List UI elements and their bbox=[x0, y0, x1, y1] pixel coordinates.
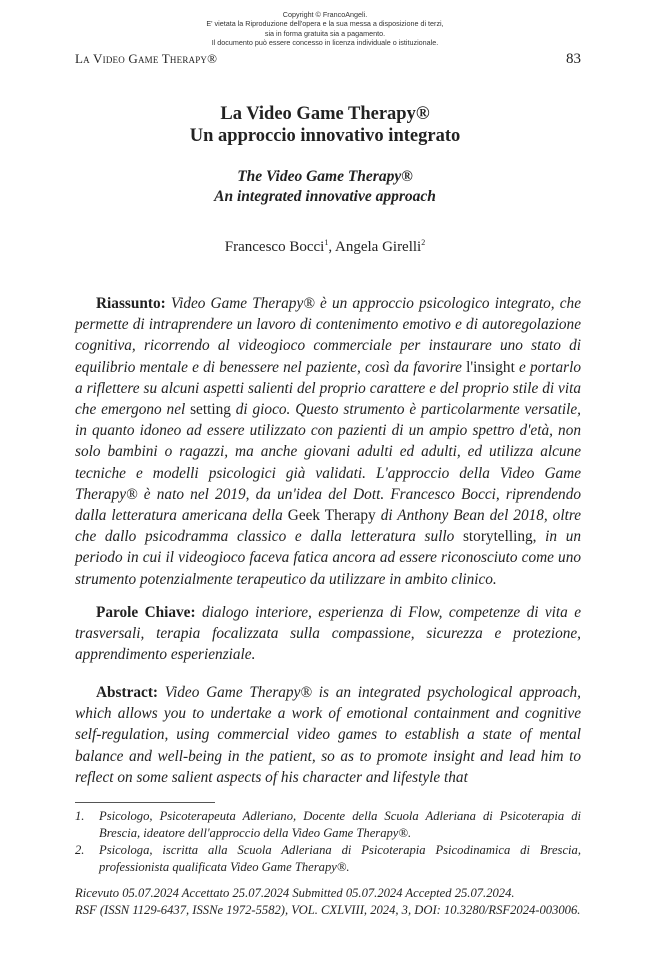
abstract-text: Video Game Therapy® is an integrated psychological approach, which allows you to undertake a work of emotional containment and cognitive self-regulation, using commercial video games to establish a state of mental balance and well-being in the patient, so as to promote insight and lead him to reflect on some salient aspects of his character and lifestyle that bbox=[75, 684, 581, 786]
keywords-label: Parole Chiave: bbox=[96, 604, 196, 621]
author-name: Angela Girelli bbox=[335, 239, 422, 255]
footnote-divider bbox=[75, 802, 215, 803]
author-separator: , bbox=[328, 239, 335, 255]
english-title bbox=[0, 167, 650, 207]
riassunto-text: di gioco. Questo strumento è particolarmente versatile, in quanto idoneo ad essere utilizzato con pazienti di un ampio spettro d'età, non solo bambini o ragazzi, ma anche giovani adulti ed adulti, ed utilizza alcune tecniche e modelli psicologici già validati. L'approccio della Video Game Therapy® è nato nel 2019, da un'idea del Dott. Francesco Bocci, riprendendo dalla letteratura americana della bbox=[75, 401, 581, 525]
journal-citation: RSF (ISSN 1129-6437, ISSNe 1972-5582), VOL. CXLVIII, 2024, 3, DOI: 10.3280/RSF2024-003006. bbox=[75, 903, 581, 917]
riassunto-text: in un periodo in cui il videogioco faceva fatica ancora ad essere riconosciuto come uno strumento potenzialmente terapeutico da utilizzare in ambito clinico. bbox=[75, 528, 582, 588]
running-title: La Video Game Therapy® bbox=[75, 51, 218, 66]
riassunto-text: di Anthony Bean del 2018, oltre che dallo psicodramma classico e dalla letteratura sullo bbox=[75, 507, 582, 546]
riassunto-term: Geek Therapy bbox=[287, 507, 376, 525]
footnote-text: Psicologo, Psicoterapeuta Adleriano, Docente della Scuola Adleriana di Psicoterapia di Brescia, ideatore dell'approccio della Video Game Therapy®. bbox=[99, 809, 581, 840]
author-affiliation-mark: 1 bbox=[324, 238, 329, 247]
article-title-line-2: Un approccio innovativo integrato bbox=[189, 126, 461, 146]
footnote-number: 1. bbox=[75, 809, 85, 823]
copyright-notice bbox=[0, 10, 650, 48]
abstract-paragraph bbox=[75, 682, 581, 788]
english-title-line-2: An integrated innovative approach bbox=[214, 188, 436, 205]
article-title: La Video Game Therapy® bbox=[220, 104, 430, 124]
copyright-line: E' vietata la Riproduzione dell'opera e la sua messa a disposizione di terzi, bbox=[206, 19, 444, 29]
riassunto-paragraph bbox=[75, 293, 581, 590]
footnote-number: 2. bbox=[75, 843, 85, 857]
copyright-line: Copyright © FrancoAngeli. bbox=[282, 10, 368, 19]
received-dates: Ricevuto 05.07.2024 Accettato 25.07.2024 Submitted 05.07.2024 Accepted 25.07.2024. bbox=[75, 886, 515, 900]
keywords-paragraph bbox=[75, 602, 581, 666]
copyright-line: sia in forma gratuita sia a pagamento. bbox=[264, 28, 386, 38]
riassunto-text: e portarlo a riflettere su alcuni aspetti salienti del proprio carattere e del proprio stile di vita che emergono nel bbox=[75, 358, 581, 419]
running-head bbox=[75, 51, 581, 68]
author-affiliation-mark: 2 bbox=[421, 238, 426, 247]
copyright-line: Il documento può essere concesso in licenza individuale o istituzionale. bbox=[211, 38, 439, 48]
abstract-label: Abstract: bbox=[96, 684, 159, 701]
page-number: 83 bbox=[566, 51, 581, 67]
author-list bbox=[0, 238, 650, 256]
riassunto-term: setting bbox=[190, 401, 231, 419]
riassunto-label: Riassunto: bbox=[96, 295, 166, 312]
submission-info bbox=[75, 885, 581, 919]
riassunto-text: Video Game Therapy® è un approccio psicologico integrato, che permette di intraprendere un lavoro di contenimento emotivo e di autoregolazione cognitiva, ricorrendo al videogioco commerciale per instaurare uno stato di equilibrio mentale e di benessere nel paziente, così da favorire bbox=[75, 295, 581, 376]
riassunto-term: l'insight bbox=[466, 358, 515, 376]
footnote-item bbox=[75, 842, 581, 876]
footnotes bbox=[75, 808, 581, 876]
footnote-item bbox=[75, 808, 581, 842]
title-block bbox=[0, 103, 650, 207]
footnote-text: Psicologa, iscritta alla Scuola Adleriana di Psicoterapia Psicodinamica di Brescia, professionista qualificata Video Game Therapy®. bbox=[99, 843, 581, 874]
keywords-text: dialogo interiore, esperienza di Flow, competenze di vita e trasversali, terapia focalizzata sulla compassione, sicurezza e protezione, apprendimento esperienziale. bbox=[75, 604, 581, 664]
riassunto-term: storytelling, bbox=[462, 528, 537, 546]
author-name: Francesco Bocci bbox=[224, 239, 325, 255]
english-title-line-1: The Video Game Therapy® bbox=[237, 168, 413, 185]
